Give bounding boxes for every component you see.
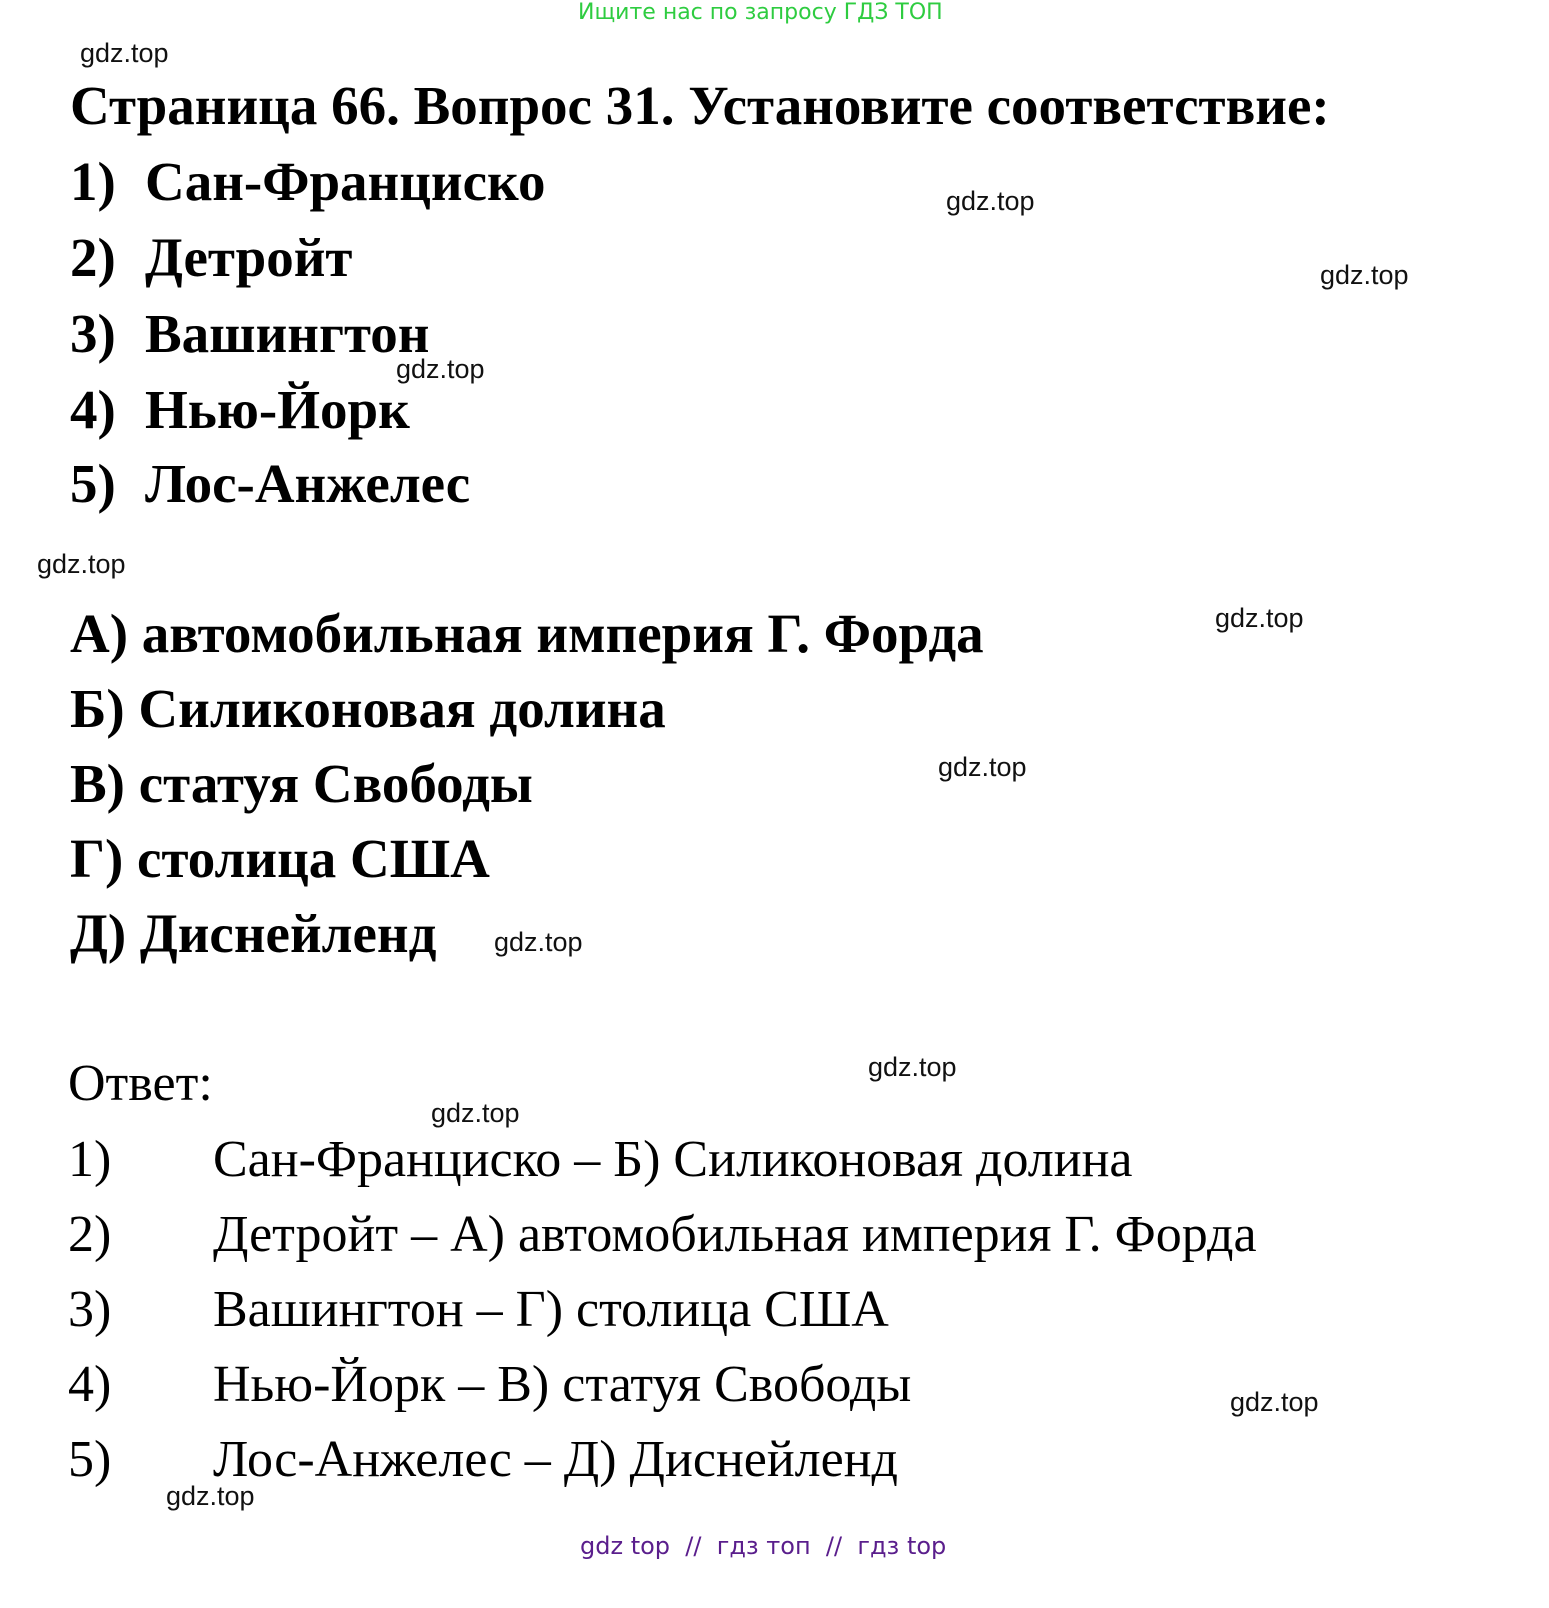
search-hint: Ищите нас по запросу ГДЗ ТОП bbox=[578, 0, 943, 25]
watermark: gdz.top bbox=[868, 1052, 957, 1082]
answer-label: Ответ: bbox=[68, 1055, 213, 1112]
answer-row: 2) Детройт – А) автомобильная империя Г. Форда bbox=[68, 1206, 1257, 1263]
watermark: gdz.top bbox=[396, 354, 485, 384]
page-title: Страница 66. Вопрос 31. Установите соответствие: bbox=[70, 75, 1330, 136]
answer-row: 4) Нью-Йорк – В) статуя Свободы bbox=[68, 1356, 912, 1413]
watermark: gdz.top bbox=[946, 186, 1035, 216]
option-item: Г) столица США bbox=[70, 828, 490, 889]
watermark: gdz.top bbox=[80, 38, 169, 68]
watermark: gdz.top bbox=[1215, 603, 1304, 633]
option-item: Б) Силиконовая долина bbox=[70, 678, 666, 739]
question-item: 1) Сан-Франциско bbox=[70, 151, 546, 212]
watermark: gdz.top bbox=[938, 752, 1027, 782]
answer-row: 5) Лос-Анжелес – Д) Диснейленд bbox=[68, 1431, 898, 1488]
watermark: gdz.top bbox=[37, 549, 126, 579]
question-item: 4) Нью-Йорк bbox=[70, 379, 410, 440]
answer-row: 3) Вашингтон – Г) столица США bbox=[68, 1281, 889, 1338]
watermark: gdz.top bbox=[166, 1481, 255, 1511]
option-item: Д) Диснейленд bbox=[70, 903, 437, 964]
option-item: В) статуя Свободы bbox=[70, 753, 533, 814]
option-item: А) автомобильная империя Г. Форда bbox=[70, 603, 984, 664]
watermark: gdz.top bbox=[1320, 260, 1409, 290]
question-item: 3) Вашингтон bbox=[70, 303, 430, 364]
footer-links: gdz top // гдз топ // гдз top bbox=[580, 1532, 947, 1560]
question-item: 5) Лос-Анжелес bbox=[70, 453, 471, 514]
watermark: gdz.top bbox=[431, 1098, 520, 1128]
watermark: gdz.top bbox=[494, 927, 583, 957]
question-item: 2) Детройт bbox=[70, 227, 353, 288]
watermark: gdz.top bbox=[1230, 1387, 1319, 1417]
answer-row: 1) Сан-Франциско – Б) Силиконовая долина bbox=[68, 1131, 1133, 1188]
